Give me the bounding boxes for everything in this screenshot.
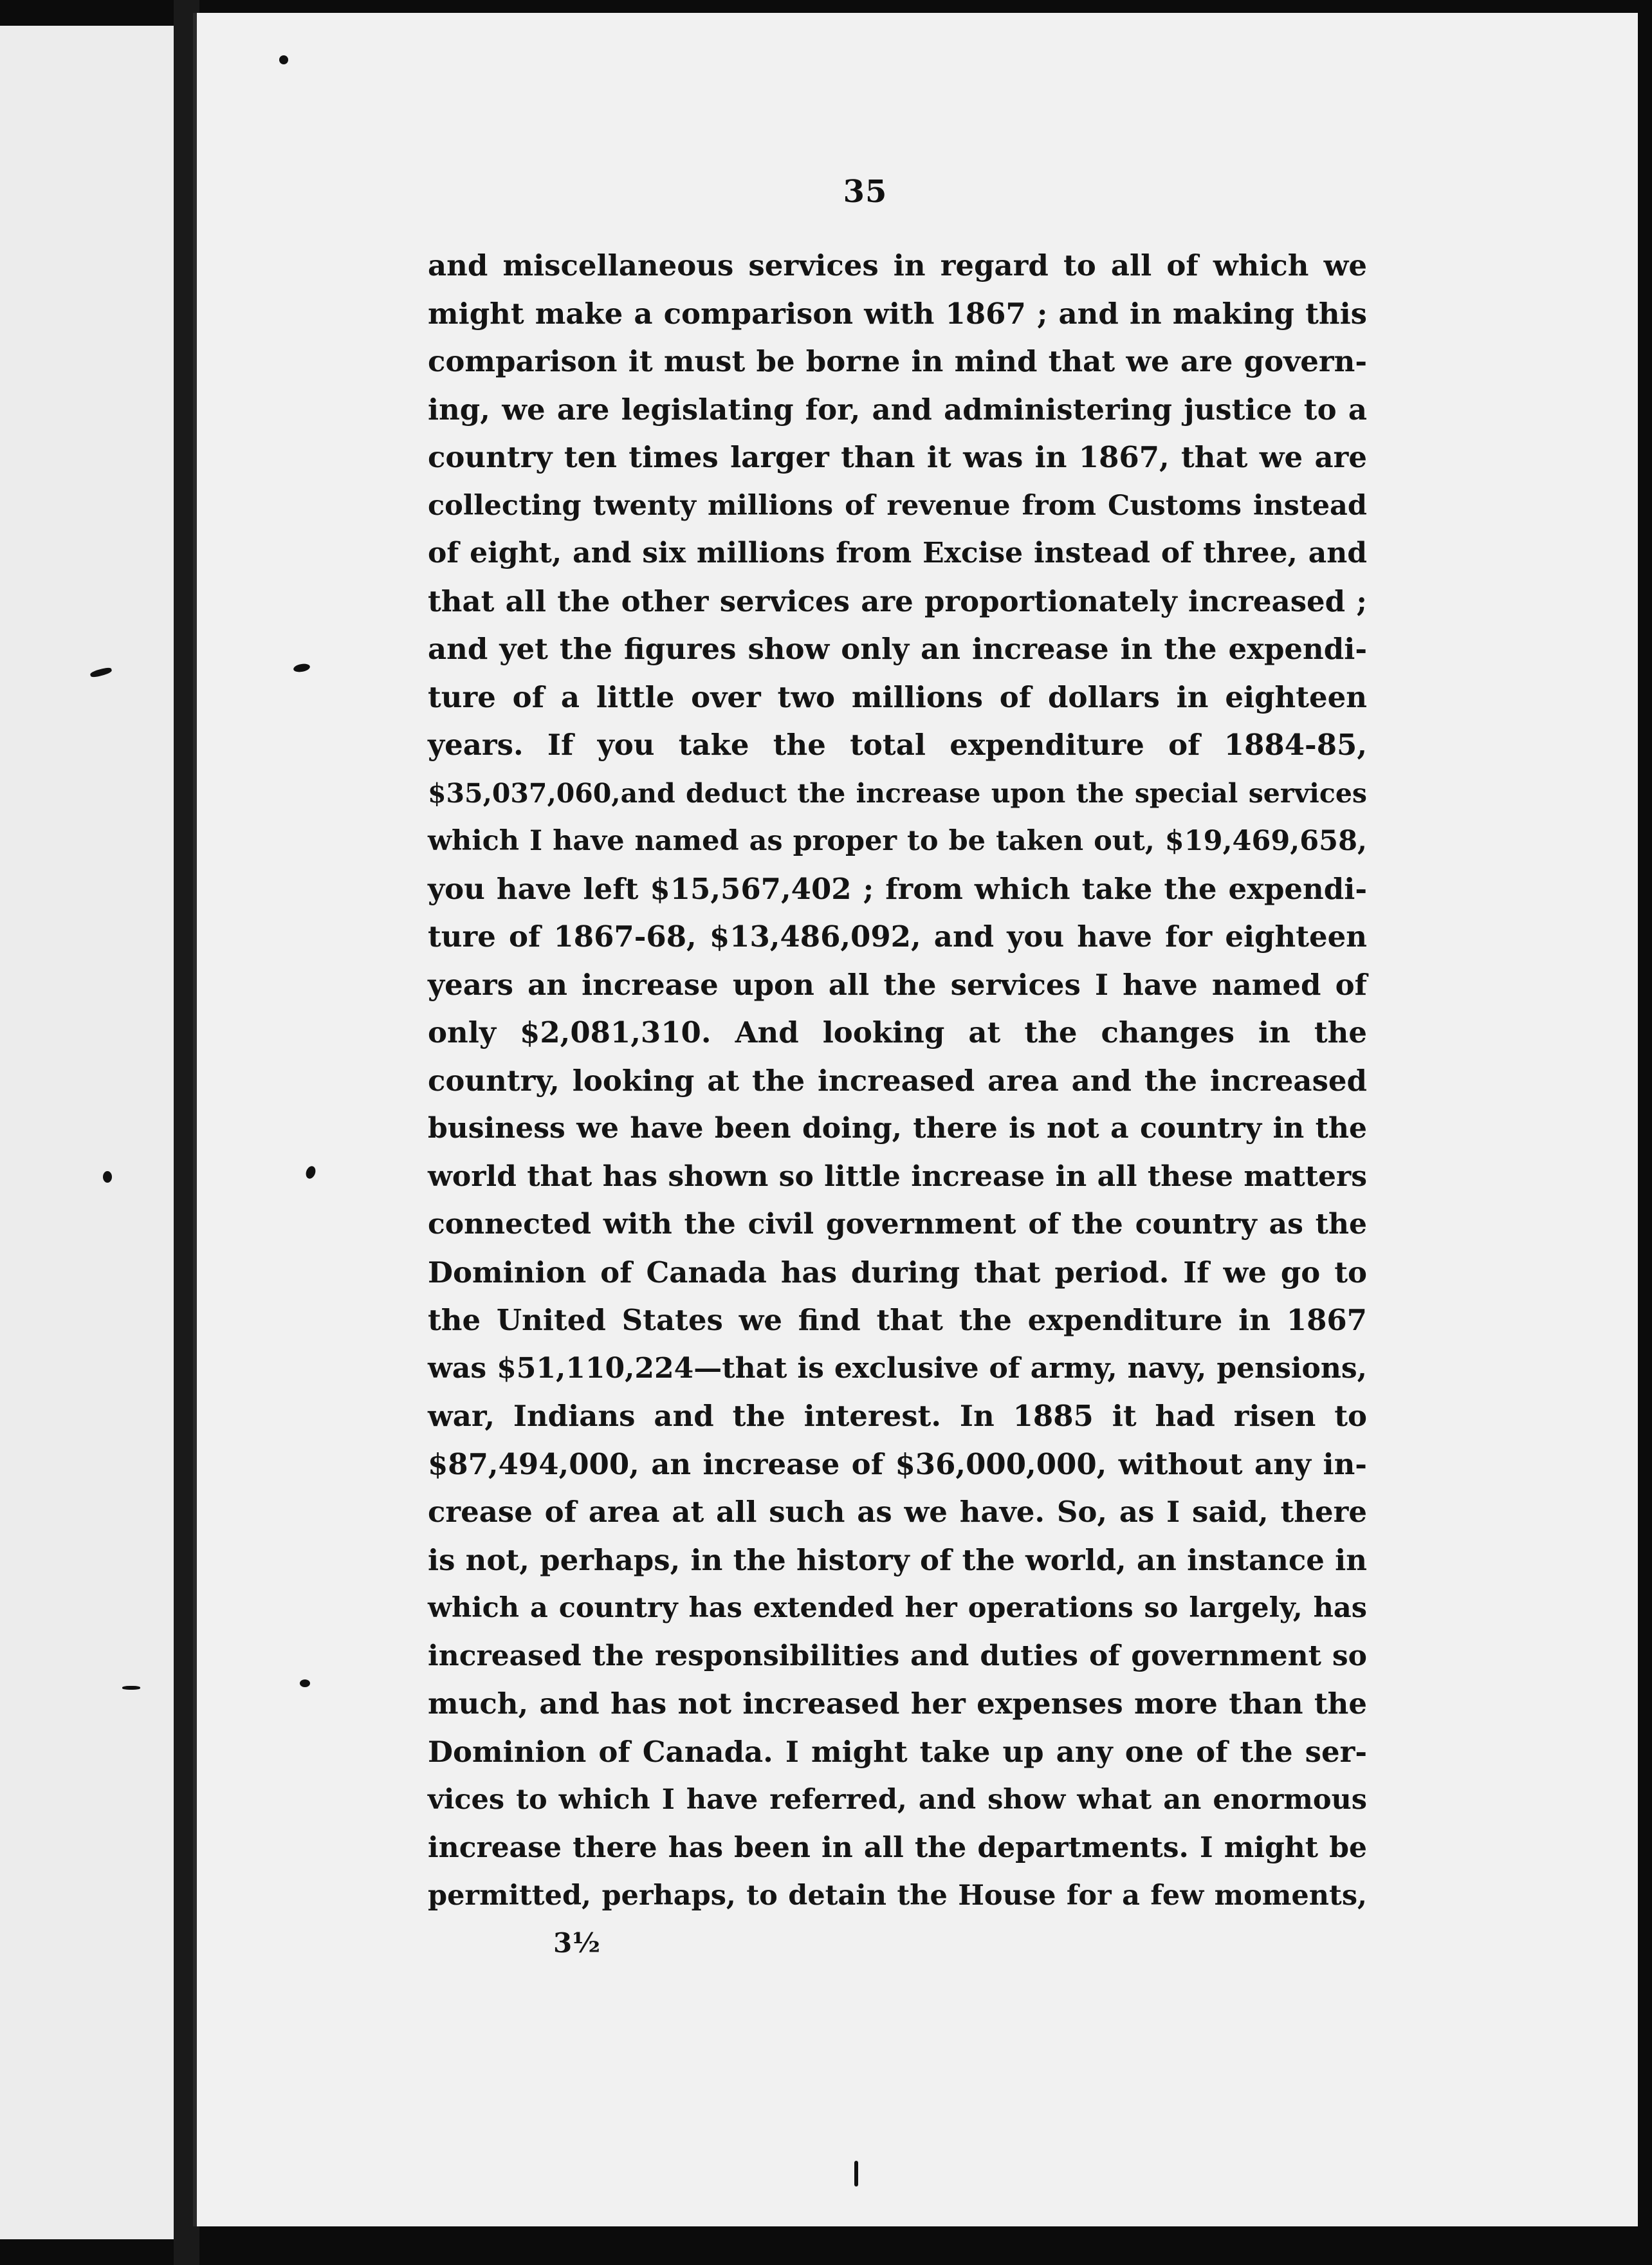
text-line: the United States we find that the expenditure in 1867: [428, 1303, 1367, 1337]
ink-speck: [300, 1679, 310, 1687]
text-line: war, Indians and the interest. In 1885 it had risen to: [428, 1399, 1367, 1433]
text-line: increased the responsibilities and duties of government so: [428, 1639, 1367, 1672]
text-line: which a country has extended her operations so largely, has: [428, 1592, 1367, 1624]
text-line: was $51,110,224—that is exclusive of army, navy, pensions,: [428, 1351, 1367, 1385]
text-line: business we have been doing, there is not a country in the: [428, 1112, 1367, 1145]
page-number: 35: [843, 174, 888, 210]
text-line: $87,494,000, an increase of $36,000,000, without any in-: [428, 1447, 1367, 1481]
text-line: only $2,081,310. And looking at the changes in the: [428, 1015, 1367, 1049]
ink-speck: [103, 1171, 112, 1183]
text-line: Dominion of Canada has during that period. If we go to: [428, 1255, 1367, 1290]
text-line: crease of area at all such as we have. So, as I said, there: [428, 1495, 1367, 1529]
ink-speck: [293, 663, 311, 673]
text-line: might make a comparison with 1867 ; and in making this: [428, 296, 1367, 331]
text-line: increase there has been in all the departments. I might be: [428, 1831, 1367, 1864]
text-line: collecting twenty millions of revenue from Customs instead: [428, 489, 1367, 522]
text-line: vices to which I have referred, and show what an enormous: [428, 1784, 1367, 1816]
text-line: comparison it must be borne in mind that we are govern-: [428, 344, 1367, 378]
ink-speck: [122, 1686, 140, 1690]
text-line: of eight, and six millions from Excise instead of three, and: [428, 537, 1367, 569]
body-text: [428, 242, 1367, 1920]
ink-speck: [854, 2161, 858, 2186]
text-line: permitted, perhaps, to detain the House for a few moments,: [428, 1880, 1367, 1912]
text-line: is not, perhaps, in the history of the world, an instance in: [428, 1542, 1367, 1577]
text-line: world that has shown so little increase in all these matters: [428, 1160, 1367, 1193]
left-facing-page: [0, 26, 174, 2239]
ink-speck: [304, 1165, 317, 1180]
text-line: country, looking at the increased area and the increased: [428, 1063, 1367, 1098]
text-line: $35,037,060,and deduct the increase upon the special services: [428, 777, 1367, 809]
text-line: ing, we are legislating for, and administering justice to a: [428, 392, 1367, 427]
text-line: and miscellaneous services in regard to all of which we: [428, 248, 1367, 282]
text-line: years an increase upon all the services I have named of: [428, 967, 1367, 1002]
text-line: years. If you take the total expenditure of 1884-85,: [428, 728, 1367, 762]
text-line: Dominion of Canada. I might take up any one of the ser-: [428, 1734, 1367, 1769]
text-line: much, and has not increased her expenses more than the: [428, 1687, 1367, 1721]
text-line: that all the other services are proportionately increased ;: [428, 584, 1367, 618]
text-line: and yet the figures show only an increase in the expendi-: [428, 632, 1367, 666]
text-line: ture of 1867-68, $13,486,092, and you have for eighteen: [428, 920, 1367, 954]
text-line: you have left $15,567,402 ; from which take the expendi-: [428, 871, 1367, 906]
text-line: connected with the civil government of the country as the: [428, 1208, 1367, 1241]
signature-mark: 3½: [553, 1927, 601, 1959]
ink-speck: [279, 55, 288, 64]
ink-speck: [89, 667, 112, 678]
text-line: country ten times larger than it was in 1867, that we are: [428, 440, 1367, 474]
text-line: which I have named as proper to be taken out, $19,469,658,: [428, 825, 1367, 857]
text-line: ture of a little over two millions of dollars in eighteen: [428, 680, 1367, 714]
